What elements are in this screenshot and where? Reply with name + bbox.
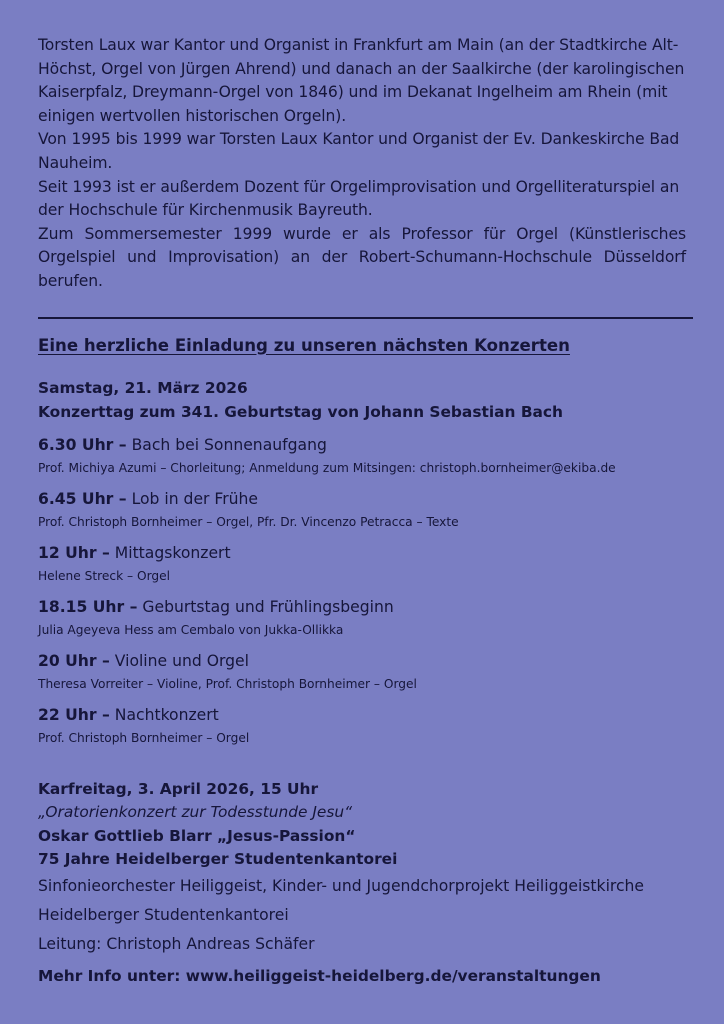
bio-paragraph: Zum Sommersemester 1999 wurde er als Professor für Orgel (Künstlerisches Orgelspiel und Improvisation) an der Robert-Schumann-Hochschule Düsseldorf berufen. [38, 224, 686, 290]
performer-line: Sinfonieorchester Heiliggeist, Kinder- und Jugendchorprojekt Heiliggeistkirche [38, 876, 645, 895]
bio-paragraph: Seit 1993 ist er außerdem Dozent für Orgelimprovisation und Orgelliteraturspiel an der Hochschule für Kirchenmusik Bayreuth. [38, 177, 680, 220]
concert-day-date: Samstag, 21. März 2026 [38, 378, 248, 397]
good-friday-anniversary: 75 Jahre Heidelberger Studentenkantorei [38, 850, 398, 869]
event-title: Mittagskonzert [114, 543, 231, 562]
event-item [38, 650, 686, 694]
event-time: 18.15 Uhr – [38, 597, 138, 616]
event-item [38, 704, 686, 748]
event-title: Nachtkonzert [114, 705, 219, 724]
event-time: 6.45 Uhr – [38, 489, 127, 508]
event-item [38, 488, 686, 532]
event-time: 20 Uhr – [38, 651, 110, 670]
event-description: Prof. Michiya Azumi – Chorleitung; Anmeldung zum Mitsingen: christoph.bornheimer@ekiba.de [38, 460, 616, 475]
good-friday-concert [38, 778, 686, 959]
good-friday-work: Oskar Gottlieb Blarr „Jesus-Passion“ [38, 826, 356, 845]
biography [38, 34, 686, 294]
event-title: Bach bei Sonnenaufgang [131, 435, 327, 454]
event-title: Lob in der Frühe [131, 489, 259, 508]
event-time: 22 Uhr – [38, 705, 110, 724]
event-description: Helene Streck – Orgel [38, 568, 171, 583]
event-item [38, 434, 686, 478]
performer-line: Leitung: Christoph Andreas Schäfer [38, 934, 315, 953]
concert-day [38, 376, 686, 748]
event-title: Violine und Orgel [114, 651, 249, 670]
invitation-heading: Eine herzliche Einladung zu unseren nächsten Konzerten [38, 335, 570, 355]
event-description: Prof. Christoph Bornheimer – Orgel [38, 730, 250, 745]
event-time: 12 Uhr – [38, 543, 110, 562]
event-time: 6.30 Uhr – [38, 435, 127, 454]
more-info: Mehr Info unter: www.heiliggeist-heidelberg.de/veranstaltungen [38, 966, 601, 985]
event-description: Prof. Christoph Bornheimer – Orgel, Pfr. Dr. Vincenzo Petracca – Texte [38, 514, 459, 529]
event-item [38, 596, 686, 640]
event-title: Geburtstag und Frühlingsbeginn [142, 597, 394, 616]
good-friday-date: Karfreitag, 3. April 2026, 15 Uhr [38, 779, 319, 798]
concert-day-header [38, 376, 686, 424]
concert-day-title: Konzerttag zum 341. Geburtstag von Johann Sebastian Bach [38, 402, 564, 421]
bio-paragraph: Von 1995 bis 1999 war Torsten Laux Kantor und Organist der Ev. Dankeskirche Bad Nauheim. [38, 130, 680, 172]
good-friday-subtitle: „Oratorienkonzert zur Todesstunde Jesu“ [38, 803, 353, 822]
divider [38, 317, 693, 319]
event-description: Julia Ageyeva Hess am Cembalo von Jukka-Ollikka [38, 622, 344, 637]
bio-paragraph: Torsten Laux war Kantor und Organist in Frankfurt am Main (an der Stadtkirche Alt-Höchst, Orgel von Jürgen Ahrend) und danach an der Saalkirche (der karolingischen Kaiserpfalz, Dreymann-Orgel von 1846) und im Dekanat Ingelheim am Rhein (mit einigen wertvollen historischen Orgeln). [38, 36, 685, 125]
performer-line: Heidelberger Studentenkantorei [38, 905, 289, 924]
event-item [38, 542, 686, 586]
event-description: Theresa Vorreiter – Violine, Prof. Christoph Bornheimer – Orgel [38, 676, 417, 691]
